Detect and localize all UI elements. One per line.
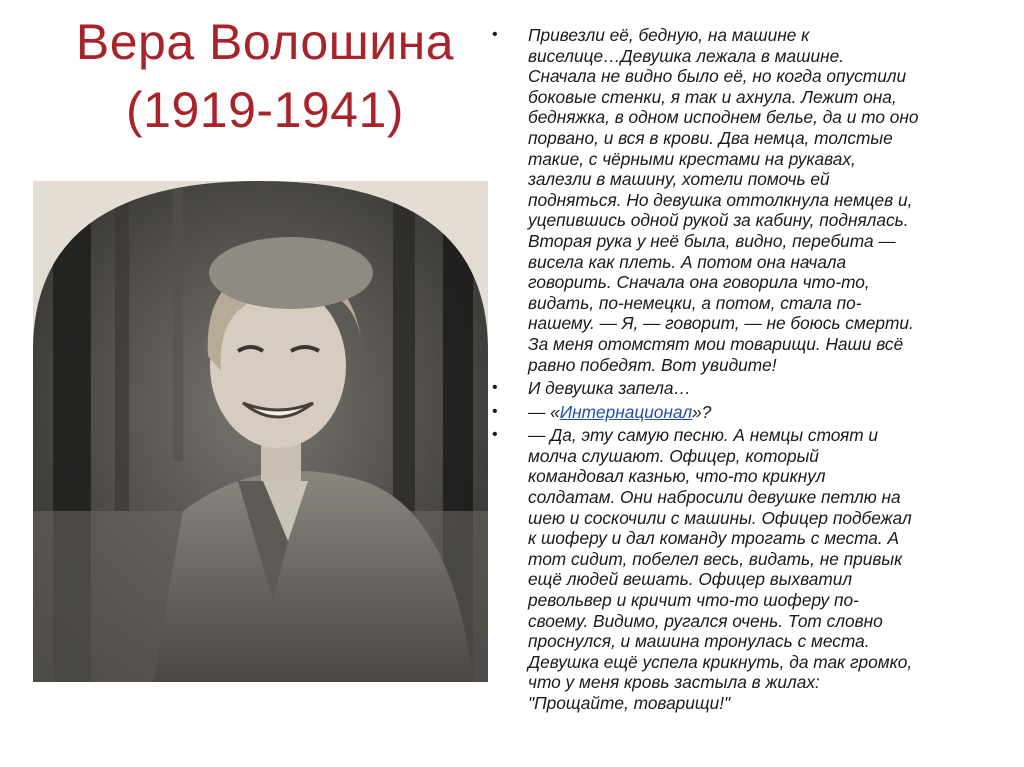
paragraph-line: ещё людей вешать. Офицер выхватил: [528, 569, 853, 590]
quote-paragraph-1: [490, 25, 1020, 375]
quote-prefix: — «: [528, 401, 560, 422]
paragraph-line: командовал казнью, что-то крикнул: [528, 466, 826, 487]
slide-title-name: Вера Волошина: [75, 14, 455, 70]
paragraph-line: порвано, и вся в крови. Два немца, толстые: [528, 127, 893, 148]
paragraph-line: нашему. — Я, — говорит, — не боюсь смерти.: [528, 313, 914, 334]
paragraph-line: уцепившись одной рукой за кабину, поднялась.: [528, 210, 909, 231]
paragraph-line: говорить. Сначала она говорила что-то,: [528, 272, 870, 293]
paragraph-line: Привезли её, бедную, на машине к: [528, 25, 810, 45]
paragraph-line: своему. Видимо, ругался очень. Тот словно: [528, 610, 883, 631]
paragraph-line: виселице…Девушка лежала в машине.: [528, 45, 845, 66]
paragraph-line: Вторая рука у неё была, видно, перебита —: [528, 230, 896, 251]
paragraph-line: солдатам. Они набросили девушке петлю на: [528, 487, 901, 508]
internationale-link[interactable]: Интернационал: [559, 401, 693, 422]
paragraph-line: равно победят. Вот увидите!: [528, 354, 777, 375]
quote-list: [490, 25, 1020, 714]
paragraph-line: револьвер и кричит что-то шоферу по-: [528, 590, 859, 611]
paragraph-line: бедняжка, в одном исподнем белье, да и то оно: [528, 107, 919, 128]
paragraph-line: шею и соскочили с машины. Офицер подбежал: [528, 507, 912, 528]
paragraph-line: "Прощайте, товарищи!": [528, 693, 731, 713]
paragraph-line: залезли в машину, хотели помочь ей: [528, 169, 830, 190]
quote-paragraph-4: [490, 425, 1020, 713]
paragraph-line: что у меня кровь застыла в жилах:: [528, 672, 820, 693]
portrait-photo: [33, 181, 488, 682]
paragraph-line: — Да, эту самую песню. А немцы стоят и: [528, 425, 879, 446]
paragraph-line: За меня отомстят мои товарищи. Наши всё: [528, 333, 904, 354]
bullet-icon: •: [492, 402, 498, 420]
bullet-icon: •: [492, 426, 498, 444]
paragraph-line: Девушка ещё успела крикнуть, да так громко,: [528, 651, 913, 672]
paragraph-line: боковые стенки, я так и ахнула. Лежит она,: [528, 86, 897, 107]
quote-text-column: [490, 25, 1020, 717]
paragraph-line: подняться. Но девушка оттолкнула немцев и,: [528, 189, 913, 210]
paragraph-line: И девушка запела…: [528, 378, 691, 399]
paragraph-line: видать, по-немецки, а потом, стала по-: [528, 292, 862, 313]
quote-paragraph-2: [490, 378, 1020, 399]
paragraph-line: молча слушают. Офицер, который: [528, 445, 819, 466]
portrait-photo-illustration: [33, 181, 488, 682]
bullet-icon: •: [492, 26, 498, 43]
bullet-icon: •: [492, 379, 498, 397]
paragraph-line: к шоферу и дал команду трогать с места. А: [528, 528, 900, 549]
paragraph-line: тот сидит, побелел весь, видать, не привык: [528, 548, 903, 569]
paragraph-line: Сначала не видно было её, но когда опустили: [528, 66, 907, 87]
paragraph-line: проснулся, и машина тронулась с места.: [528, 631, 870, 652]
paragraph-line: такие, с чёрными крестами на рукавах,: [528, 148, 856, 169]
paragraph-line: [528, 402, 1020, 423]
slide-title-years: (1919-1941): [126, 82, 404, 138]
quote-suffix: »?: [692, 401, 712, 422]
quote-paragraph-3: [490, 402, 1020, 423]
paragraph-line: висела как плеть. А потом она начала: [528, 251, 847, 272]
